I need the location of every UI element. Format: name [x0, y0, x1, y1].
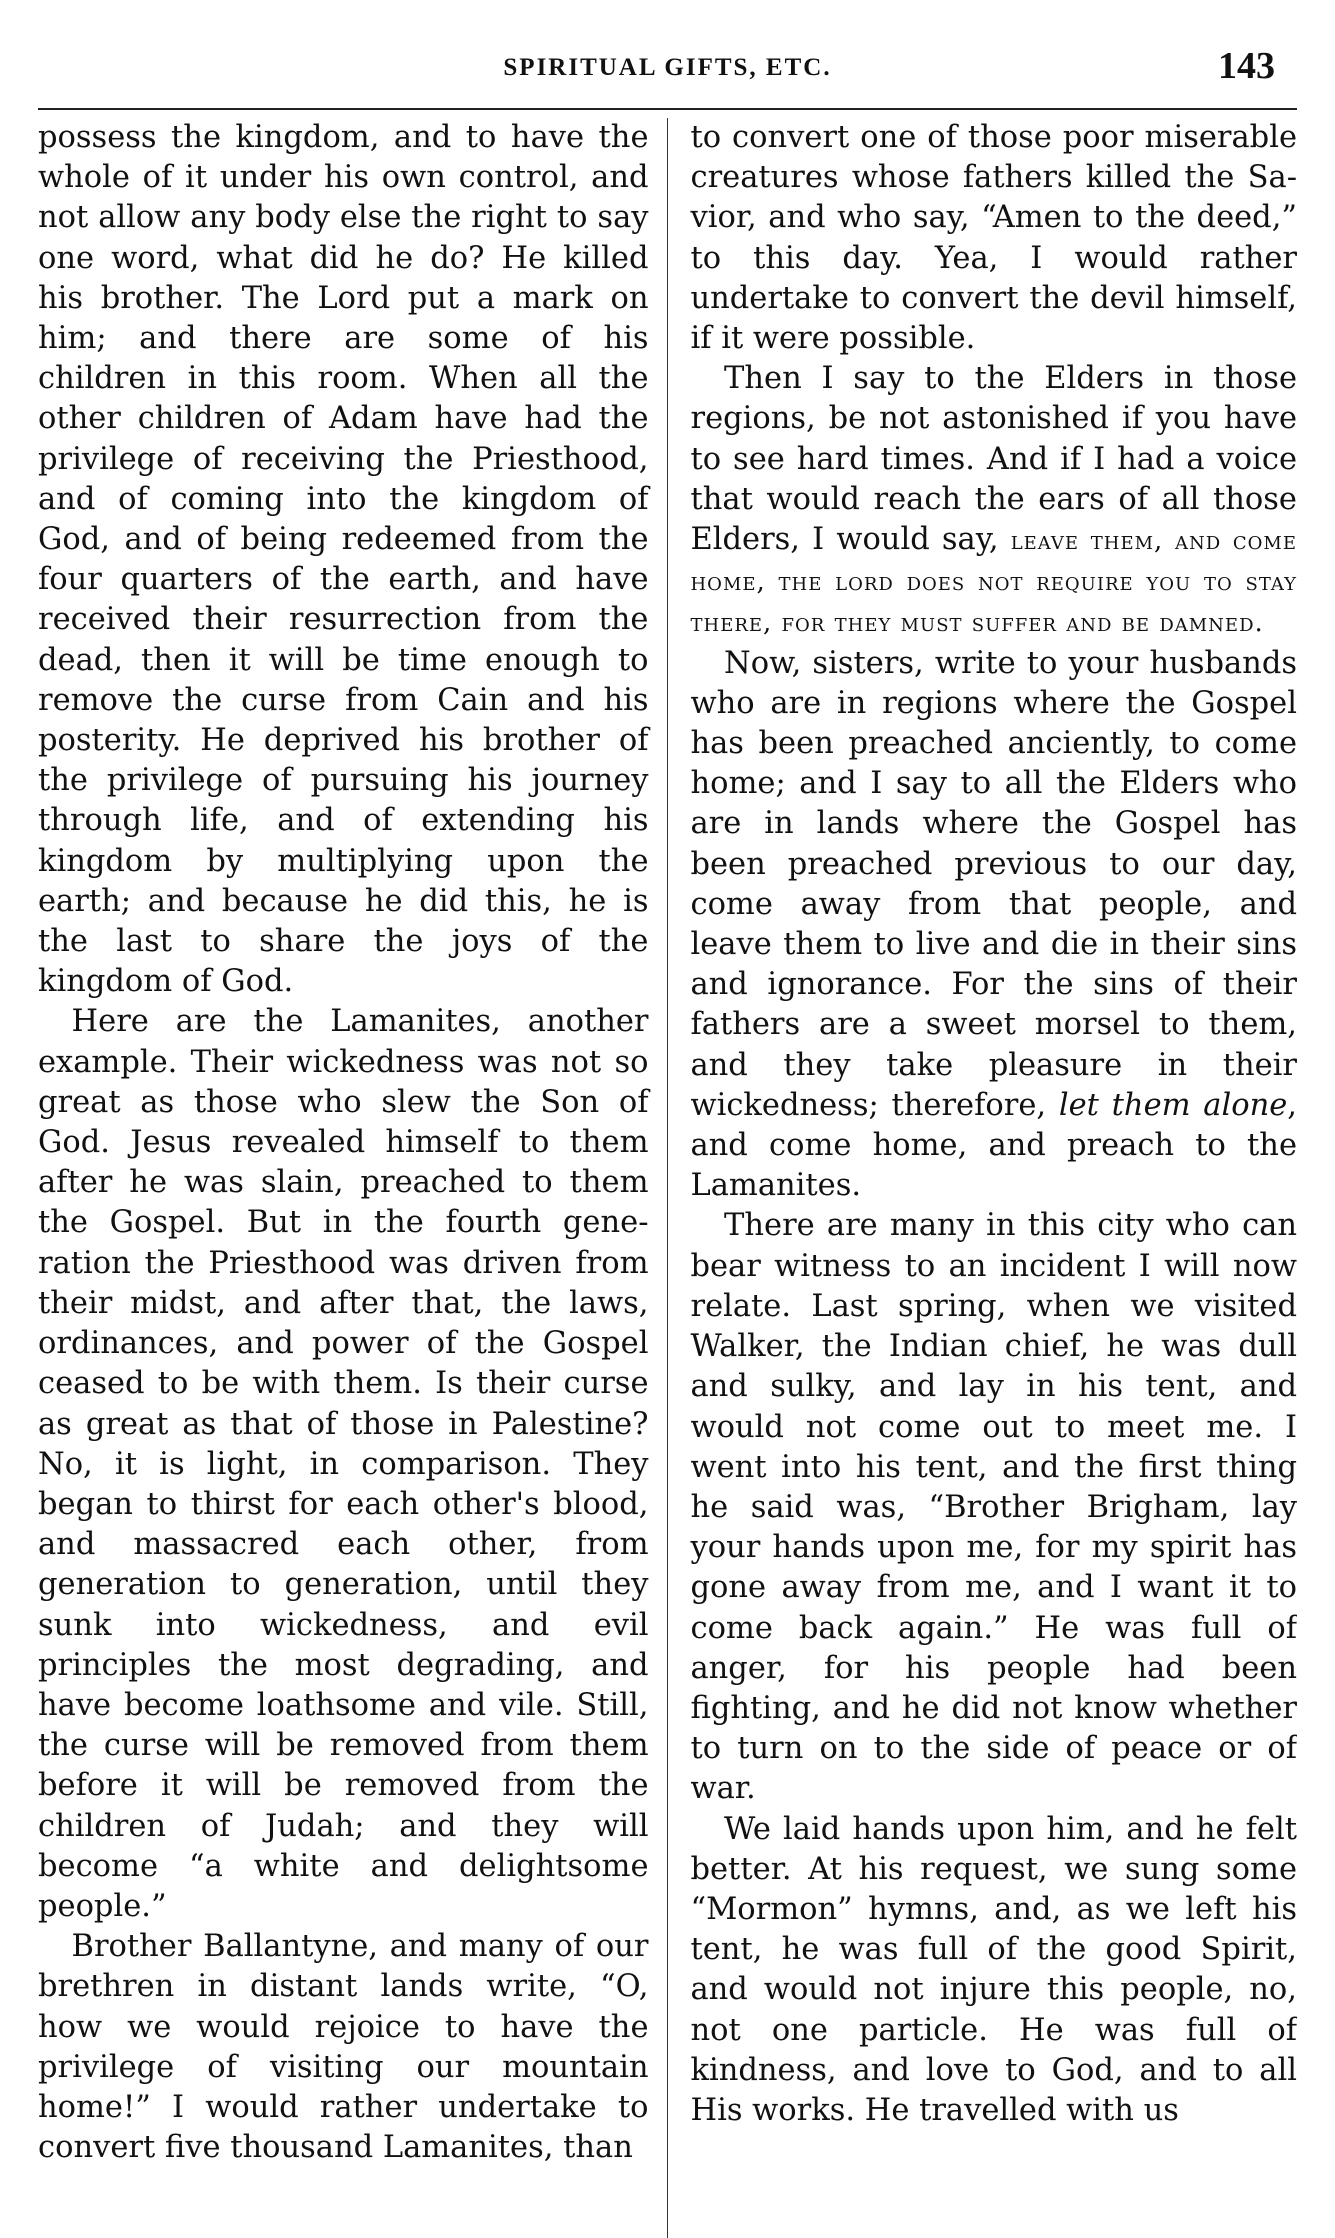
paragraph-text: , and come home, and preach to the Lamanites.: [690, 1087, 1297, 1204]
page-header: [38, 45, 1297, 110]
paragraph-text: Now, sisters, write to your husbands who are in regions where the Gospel has been preached anciently, to come home; and I say to all the Elders who are in lands where the Gospel has been preached previous to our day, come away from that people, and leave them to live and die in their sins and ignorance. For the sins of their fathers are a sweet morsel to them, and they take pleasure in their wickedness; therefore,: [690, 645, 1297, 1123]
text-columns: [38, 118, 1297, 2238]
paragraph: to convert one of those poor miserable creatures whose fathers killed the Savior, and who say, “Amen to the deed,” to this day. Yea, I would rather undertake to convert the devil himself, if it were possible.: [690, 120, 1297, 357]
right-column: [676, 118, 1297, 2238]
page-number: 143: [1218, 45, 1275, 87]
left-column: [38, 118, 659, 2238]
paragraph-text: Then I say to the Elders in those regions, be not astonished if you have to see hard times. And if I had a voice that would reach the ears of all those Elders, I would say,: [690, 361, 1297, 558]
paragraph: There are many in this city who can bear witness to an incident I will now relate. Last spring, when we visited Walker, the Indian chief, he was dull and sulky, and lay in his tent, and would not come out to meet me. I went into his tent, and the first thing he said was, “Brother Brigham, lay your hands upon me, for my spirit has gone away from me, and I want it to come back again.” He was full of anger, for his people had been fighting, and he did not know whether to turn on to the side of peace or of war.: [690, 1208, 1297, 1807]
paragraph: [690, 359, 1297, 643]
column-divider: [667, 118, 669, 2238]
italic-text: let them alone: [1058, 1087, 1288, 1123]
running-title: SPIRITUAL GIFTS, ETC.: [503, 54, 832, 81]
paragraph: We laid hands upon him, and he felt better. At his request, we sung some “Mormon” hymns, and, as we left his tent, he was full of the good Spirit, and would not injure this people, no, not one particle. He was full of kindness, and love to God, and to all His works. He travelled with us: [690, 1811, 1297, 2128]
small-caps-text: leave them, and come home, the lord does not require you to stay there, for they must suffer and be damned.: [690, 526, 1297, 639]
paragraph: Here are the Lamanites, another example. Their wickedness was not so great as those who slew the Son of God. Jesus revealed himself to them after he was slain, preached to them the Gospel. But in the fourth generation the Priesthood was driven from their midst, and after that, the laws, ordinances, and power of the Gospel ceased to be with them. Is their curse as great as that of those in Palestine? No, it is light, in comparison. They began to thirst for each other's blood, and massacred each other, from generation to generation, until they sunk into wickedness, and evil principles the most degrading, and have become loathsome and vile. Still, the curse will be removed from them before it will be removed from the children of Judah; and they will become “a white and delightsome people.”: [38, 1004, 649, 1924]
paragraph: [690, 644, 1297, 1207]
paragraph: possess the kingdom, and to have the whole of it under his own control, and not allow any body else the right to say one word, what did he do? He killed his brother. The Lord put a mark on him; and there are some of his children in this room. When all the other children of Adam have had the privilege of receiving the Priesthood, and of coming into the kingdom of God, and of being redeemed from the four quarters of the earth, and have received their resurrection from the dead, then it will be time enough to remove the curse from Cain and his posterity. He deprived his brother of the privilege of pursuing his journey through life, and of extending his kingdom by multiplying upon the earth; and because he did this, he is the last to share the joys of the kingdom of God.: [38, 120, 649, 1000]
paragraph: Brother Ballantyne, and many of our brethren in distant lands write, “O, how we would rejoice to have the privilege of visiting our mountain home!” I would rather undertake to convert five thousand Lamanites, than: [38, 1929, 649, 2166]
